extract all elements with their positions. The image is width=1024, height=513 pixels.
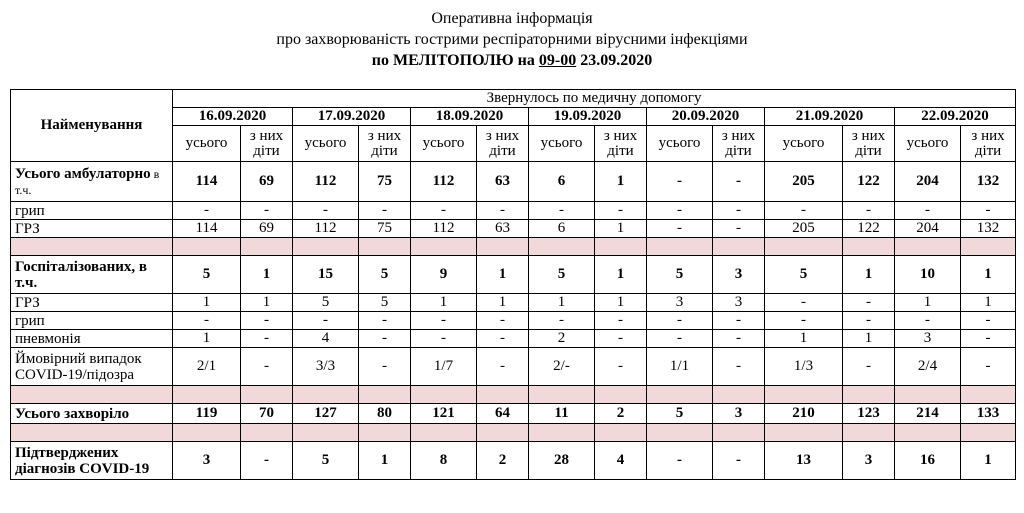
table-cell: - xyxy=(765,312,843,330)
row-label: грип xyxy=(11,202,173,220)
row-label xyxy=(11,162,173,202)
spacer-cell xyxy=(477,238,529,256)
table-cell: 10 xyxy=(895,256,961,294)
row-label: Ймовірний випадок COVID-19/підозра xyxy=(11,348,173,386)
table-cell: 1 xyxy=(895,294,961,312)
table-cell: - xyxy=(529,312,595,330)
spacer-cell xyxy=(359,386,411,404)
table-cell: - xyxy=(477,312,529,330)
table-cell: 6 xyxy=(529,162,595,202)
table-row xyxy=(11,220,1016,238)
header-children: з них діти xyxy=(843,126,895,162)
spacer-cell xyxy=(843,386,895,404)
header-children: з них діти xyxy=(477,126,529,162)
spacer-cell xyxy=(173,424,241,442)
table-cell: 3 xyxy=(895,330,961,348)
table-cell: 9 xyxy=(411,256,477,294)
spacer-cell xyxy=(241,238,293,256)
table-cell: 133 xyxy=(961,404,1016,424)
table-cell: - xyxy=(713,312,765,330)
table-cell: - xyxy=(843,294,895,312)
table-cell: 132 xyxy=(961,220,1016,238)
table-row xyxy=(11,294,1016,312)
spacer-cell xyxy=(713,386,765,404)
spacer-row xyxy=(11,386,1016,404)
header-children: з них діти xyxy=(961,126,1016,162)
title-date: 23.09.2020 xyxy=(576,52,653,69)
table-cell: 13 xyxy=(765,442,843,480)
spacer-cell xyxy=(895,386,961,404)
title-line-1: Оперативна інформація xyxy=(431,10,593,27)
table-cell: - xyxy=(765,294,843,312)
header-total: усього xyxy=(529,126,595,162)
table-cell: - xyxy=(477,202,529,220)
table-cell: 204 xyxy=(895,220,961,238)
table-cell: 70 xyxy=(241,404,293,424)
table-cell: 132 xyxy=(961,162,1016,202)
table-cell: - xyxy=(411,330,477,348)
header-children: з них діти xyxy=(595,126,647,162)
table-cell: - xyxy=(359,348,411,386)
table-row xyxy=(11,162,1016,202)
table-cell: 5 xyxy=(173,256,241,294)
table-cell: - xyxy=(595,312,647,330)
spacer-cell xyxy=(411,386,477,404)
table-cell: 2 xyxy=(595,404,647,424)
table-cell: 2 xyxy=(477,442,529,480)
table-cell: - xyxy=(595,330,647,348)
header-date: 20.09.2020 xyxy=(647,108,765,126)
table-cell: 80 xyxy=(359,404,411,424)
spacer-cell xyxy=(411,424,477,442)
table-cell: - xyxy=(241,312,293,330)
table-cell: - xyxy=(411,202,477,220)
table-cell: 5 xyxy=(529,256,595,294)
spacer-cell xyxy=(293,238,359,256)
spacer-cell xyxy=(895,238,961,256)
spacer-cell xyxy=(647,386,713,404)
table-cell: 112 xyxy=(411,162,477,202)
spacer-cell xyxy=(293,424,359,442)
header-name: Найменування xyxy=(11,90,173,162)
table-cell: 2 xyxy=(529,330,595,348)
header-date: 22.09.2020 xyxy=(895,108,1016,126)
table-cell: - xyxy=(411,312,477,330)
header-total: усього xyxy=(895,126,961,162)
spacer-cell xyxy=(961,238,1016,256)
spacer-cell xyxy=(477,424,529,442)
row-label-text: Усього амбулаторно xyxy=(15,165,151,182)
header-children: з них діти xyxy=(713,126,765,162)
table-cell: 63 xyxy=(477,220,529,238)
table-cell: - xyxy=(713,442,765,480)
table-cell: 112 xyxy=(293,162,359,202)
spacer-cell xyxy=(359,238,411,256)
header-date: 17.09.2020 xyxy=(293,108,411,126)
header-row-group xyxy=(11,90,1016,108)
table-row xyxy=(11,312,1016,330)
table-row xyxy=(11,256,1016,294)
header-group: Звернулось по медичну допомогу xyxy=(173,90,1016,108)
table-cell: - xyxy=(595,348,647,386)
table-cell: 1/1 xyxy=(647,348,713,386)
table-cell: - xyxy=(713,162,765,202)
spacer-row xyxy=(11,424,1016,442)
table-cell: 8 xyxy=(411,442,477,480)
table-cell: 1 xyxy=(961,294,1016,312)
table-cell: - xyxy=(961,330,1016,348)
table-cell: 205 xyxy=(765,220,843,238)
table-cell: 6 xyxy=(529,220,595,238)
table-cell: 122 xyxy=(843,220,895,238)
table-cell: 4 xyxy=(293,330,359,348)
table-cell: 1/3 xyxy=(765,348,843,386)
table-cell: - xyxy=(173,202,241,220)
header-total: усього xyxy=(173,126,241,162)
table-cell: 1/7 xyxy=(411,348,477,386)
table-cell: 112 xyxy=(293,220,359,238)
table-cell: 1 xyxy=(961,442,1016,480)
header-total: усього xyxy=(765,126,843,162)
table-cell: - xyxy=(843,348,895,386)
spacer-row xyxy=(11,238,1016,256)
table-cell: 121 xyxy=(411,404,477,424)
table-cell: 3/3 xyxy=(293,348,359,386)
row-label: ГРЗ xyxy=(11,220,173,238)
table-cell: - xyxy=(359,202,411,220)
table-cell: 5 xyxy=(359,256,411,294)
spacer-cell xyxy=(765,386,843,404)
table-cell: - xyxy=(961,202,1016,220)
spacer-cell xyxy=(647,238,713,256)
table-row xyxy=(11,442,1016,480)
table-cell: 112 xyxy=(411,220,477,238)
table-cell: 75 xyxy=(359,220,411,238)
table-cell: - xyxy=(241,348,293,386)
report-title xyxy=(0,0,1024,71)
table-cell: - xyxy=(595,202,647,220)
table-cell: 1 xyxy=(477,256,529,294)
title-line-2: про захворюваність гострими респіраторними вірусними інфекціями xyxy=(276,31,748,48)
table-cell: - xyxy=(713,220,765,238)
table-cell: - xyxy=(359,330,411,348)
header-date: 16.09.2020 xyxy=(173,108,293,126)
table-cell: - xyxy=(765,202,843,220)
table-cell: - xyxy=(241,442,293,480)
header-total: усього xyxy=(411,126,477,162)
spacer-cell xyxy=(477,386,529,404)
spacer-cell xyxy=(843,238,895,256)
row-label: Госпіталізованих, в т.ч. xyxy=(11,256,173,294)
table-cell: 1 xyxy=(595,256,647,294)
table-cell: 1 xyxy=(595,220,647,238)
table-cell: 3 xyxy=(647,294,713,312)
row-label-suffix: в т.ч. xyxy=(15,166,160,197)
row-label: пневмонія xyxy=(11,330,173,348)
table-cell: 3 xyxy=(713,404,765,424)
row-label: грип xyxy=(11,312,173,330)
spacer-cell xyxy=(713,424,765,442)
spacer-cell xyxy=(173,238,241,256)
table-cell: 119 xyxy=(173,404,241,424)
table-cell: - xyxy=(895,312,961,330)
spacer-cell xyxy=(11,238,173,256)
table-cell: 63 xyxy=(477,162,529,202)
spacer-cell xyxy=(765,238,843,256)
table-cell: - xyxy=(529,202,595,220)
header-children: з них діти xyxy=(241,126,293,162)
table-cell: - xyxy=(477,348,529,386)
table-cell: - xyxy=(293,312,359,330)
table-cell: 1 xyxy=(529,294,595,312)
table-cell: 5 xyxy=(647,256,713,294)
table-cell: 75 xyxy=(359,162,411,202)
table-cell: 3 xyxy=(173,442,241,480)
table-cell: - xyxy=(713,348,765,386)
table-cell: 1 xyxy=(173,294,241,312)
spacer-cell xyxy=(765,424,843,442)
row-label: ГРЗ xyxy=(11,294,173,312)
table-cell: - xyxy=(713,330,765,348)
table-cell: - xyxy=(647,220,713,238)
table-cell: - xyxy=(359,312,411,330)
spacer-cell xyxy=(595,238,647,256)
header-total: усього xyxy=(647,126,713,162)
table-cell: 5 xyxy=(647,404,713,424)
table-cell: - xyxy=(647,162,713,202)
table-cell: - xyxy=(961,312,1016,330)
table-cell: - xyxy=(647,330,713,348)
header-date: 18.09.2020 xyxy=(411,108,529,126)
table-cell: 1 xyxy=(595,162,647,202)
row-label: Підтверджених діагнозів COVID-19 xyxy=(11,442,173,480)
header-children: з них діти xyxy=(359,126,411,162)
table-cell: 1 xyxy=(241,256,293,294)
table-cell: 1 xyxy=(961,256,1016,294)
row-label: Усього захворіло xyxy=(11,404,173,424)
table-cell: 5 xyxy=(765,256,843,294)
table-row xyxy=(11,404,1016,424)
table-cell: 210 xyxy=(765,404,843,424)
spacer-cell xyxy=(241,424,293,442)
table-cell: 1 xyxy=(241,294,293,312)
spacer-cell xyxy=(11,386,173,404)
table-cell: - xyxy=(293,202,359,220)
table-cell: 214 xyxy=(895,404,961,424)
morbidity-table xyxy=(10,89,1016,480)
title-prefix: по МЕЛІТОПОЛЮ на xyxy=(371,52,539,69)
table-cell: 16 xyxy=(895,442,961,480)
table-cell: 205 xyxy=(765,162,843,202)
table-cell: 4 xyxy=(595,442,647,480)
table-cell: 3 xyxy=(713,256,765,294)
table-cell: 1 xyxy=(765,330,843,348)
table-row xyxy=(11,348,1016,386)
table-cell: - xyxy=(173,312,241,330)
spacer-cell xyxy=(11,424,173,442)
table-cell: 127 xyxy=(293,404,359,424)
header-date: 19.09.2020 xyxy=(529,108,647,126)
header-date: 21.09.2020 xyxy=(765,108,895,126)
spacer-cell xyxy=(411,238,477,256)
spacer-cell xyxy=(529,386,595,404)
table-cell: 1 xyxy=(173,330,241,348)
table-cell: 122 xyxy=(843,162,895,202)
spacer-cell xyxy=(359,424,411,442)
table-cell: 5 xyxy=(359,294,411,312)
table-cell: 5 xyxy=(293,294,359,312)
table-cell: 3 xyxy=(713,294,765,312)
table-cell: 1 xyxy=(477,294,529,312)
table-cell: 2/- xyxy=(529,348,595,386)
title-line-3 xyxy=(0,50,1024,71)
spacer-cell xyxy=(647,424,713,442)
spacer-cell xyxy=(595,424,647,442)
table-cell: - xyxy=(241,330,293,348)
table-cell: 69 xyxy=(241,220,293,238)
table-cell: 1 xyxy=(843,330,895,348)
table-cell: 114 xyxy=(173,162,241,202)
table-cell: 2/1 xyxy=(173,348,241,386)
table-cell: - xyxy=(647,312,713,330)
spacer-cell xyxy=(895,424,961,442)
table-cell: 1 xyxy=(359,442,411,480)
table-row xyxy=(11,202,1016,220)
spacer-cell xyxy=(293,386,359,404)
table-cell: 114 xyxy=(173,220,241,238)
spacer-cell xyxy=(961,386,1016,404)
spacer-cell xyxy=(241,386,293,404)
table-cell: - xyxy=(477,330,529,348)
table-cell: - xyxy=(843,312,895,330)
table-cell: 11 xyxy=(529,404,595,424)
table-cell: 123 xyxy=(843,404,895,424)
table-cell: 204 xyxy=(895,162,961,202)
spacer-cell xyxy=(843,424,895,442)
title-time: 09-00 xyxy=(538,52,577,69)
table-cell: - xyxy=(647,442,713,480)
table-cell: 28 xyxy=(529,442,595,480)
spacer-cell xyxy=(961,424,1016,442)
header-total: усього xyxy=(293,126,359,162)
spacer-cell xyxy=(529,238,595,256)
spacer-cell xyxy=(529,424,595,442)
spacer-cell xyxy=(713,238,765,256)
table-cell: - xyxy=(241,202,293,220)
spacer-cell xyxy=(173,386,241,404)
table-cell: 1 xyxy=(595,294,647,312)
table-cell: 5 xyxy=(293,442,359,480)
table-cell: 69 xyxy=(241,162,293,202)
table-cell: 1 xyxy=(411,294,477,312)
table-cell: - xyxy=(713,202,765,220)
table-cell: - xyxy=(895,202,961,220)
table-cell: 64 xyxy=(477,404,529,424)
table-cell: 15 xyxy=(293,256,359,294)
table-cell: - xyxy=(843,202,895,220)
table-cell: 2/4 xyxy=(895,348,961,386)
spacer-cell xyxy=(595,386,647,404)
table-cell: - xyxy=(961,348,1016,386)
table-cell: - xyxy=(647,202,713,220)
table-row xyxy=(11,330,1016,348)
table-cell: 3 xyxy=(843,442,895,480)
table-cell: 1 xyxy=(843,256,895,294)
